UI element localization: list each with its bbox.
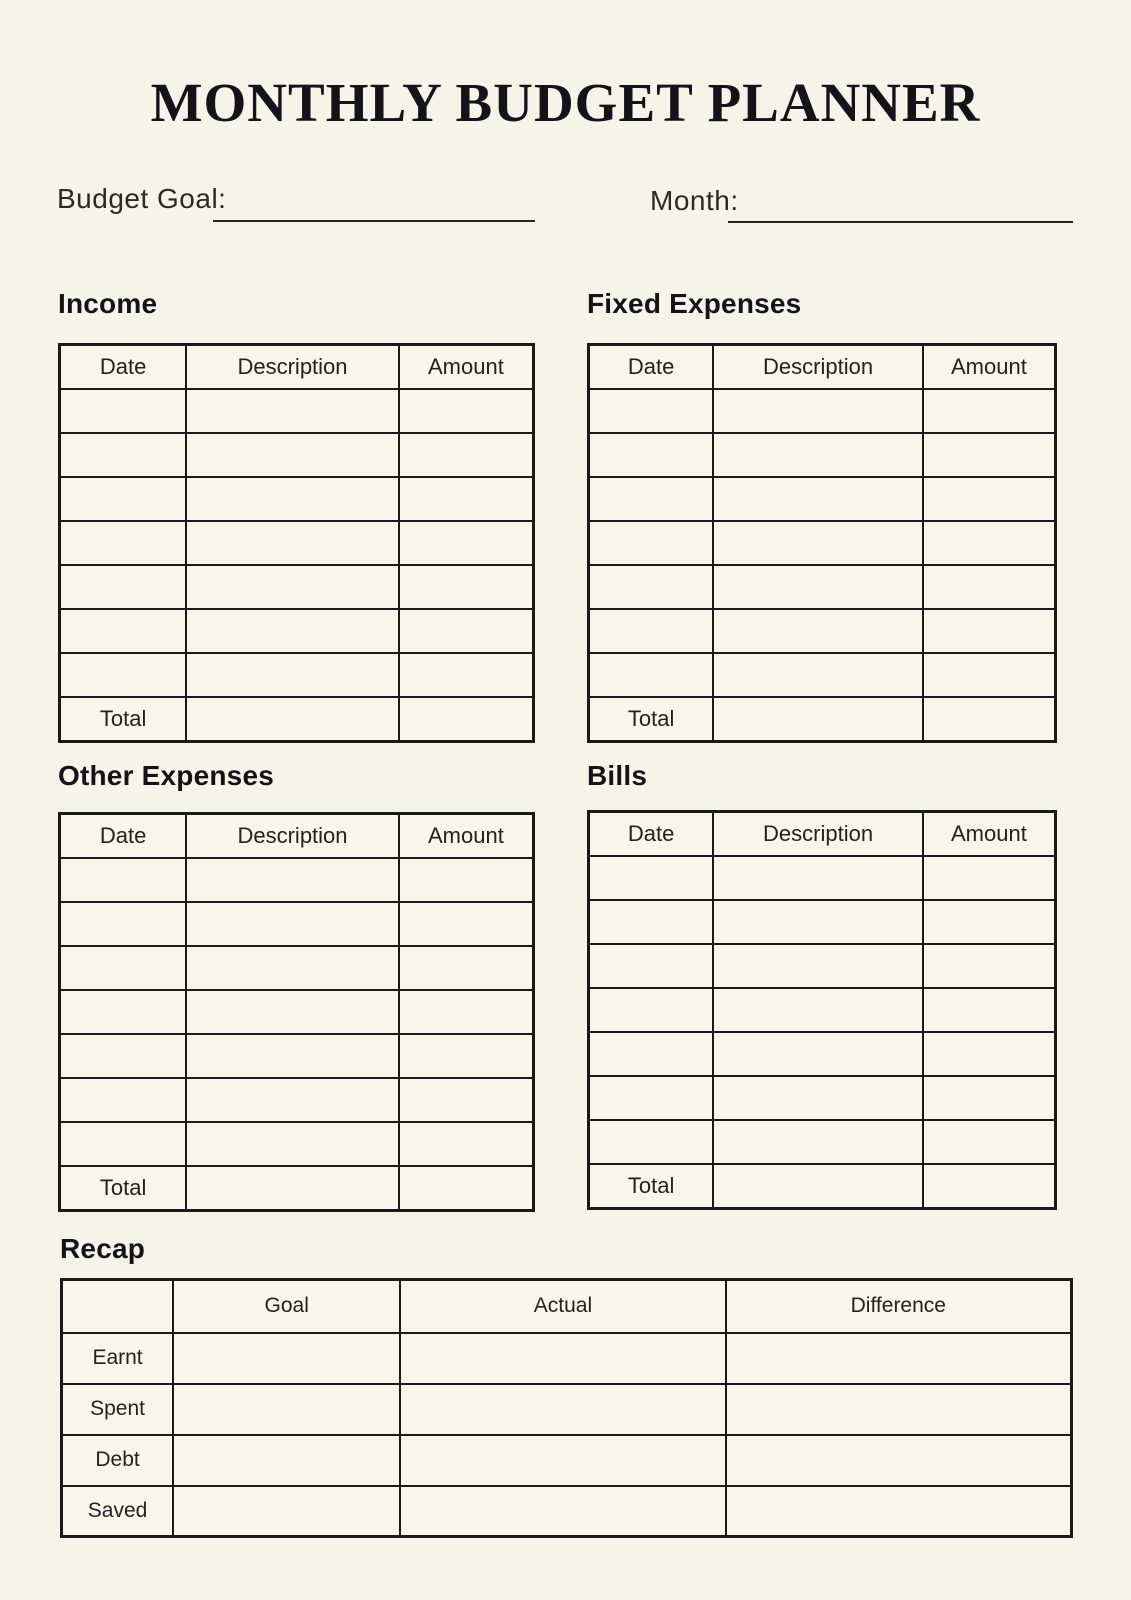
- entry-cell[interactable]: [186, 1034, 399, 1078]
- entry-cell[interactable]: [713, 389, 922, 433]
- entry-cell[interactable]: [400, 1486, 725, 1537]
- entry-cell[interactable]: [173, 1384, 400, 1435]
- entry-row: [589, 900, 1056, 944]
- entry-cell[interactable]: [399, 1034, 534, 1078]
- entry-cell[interactable]: [713, 477, 922, 521]
- column-header-description: Description: [186, 814, 399, 858]
- entry-cell[interactable]: [713, 1032, 922, 1076]
- entry-cell[interactable]: [186, 858, 399, 902]
- column-header-goal: Goal: [173, 1280, 400, 1333]
- budget-goal-label: Budget Goal:: [57, 183, 227, 214]
- entry-cell[interactable]: [713, 944, 922, 988]
- bills-table: [587, 810, 1057, 1210]
- header-row: [589, 345, 1056, 389]
- entry-cell[interactable]: [186, 433, 399, 477]
- total-row: [589, 697, 1056, 742]
- entry-row: [60, 1034, 534, 1078]
- entry-cell[interactable]: [589, 565, 714, 609]
- budget-goal-input-line[interactable]: [213, 220, 535, 222]
- entry-row: [589, 477, 1056, 521]
- entry-row: [589, 1120, 1056, 1164]
- total-value-cell[interactable]: [186, 697, 399, 742]
- entry-cell[interactable]: [726, 1384, 1072, 1435]
- entry-cell[interactable]: [399, 433, 534, 477]
- entry-cell[interactable]: [186, 902, 399, 946]
- recap-row-spent: [62, 1384, 1072, 1435]
- entry-row: [60, 477, 534, 521]
- entry-cell[interactable]: [713, 609, 922, 653]
- total-row: [60, 1166, 534, 1211]
- entry-cell[interactable]: [400, 1384, 725, 1435]
- entry-cell[interactable]: [589, 389, 714, 433]
- entry-row: [589, 521, 1056, 565]
- entry-cell[interactable]: [186, 609, 399, 653]
- entry-row: [60, 990, 534, 1034]
- entry-cell[interactable]: [589, 900, 714, 944]
- column-header-actual: Actual: [400, 1280, 725, 1333]
- entry-cell[interactable]: [923, 389, 1056, 433]
- entry-cell[interactable]: [713, 1076, 922, 1120]
- entry-row: [60, 1122, 534, 1166]
- entry-row: [589, 389, 1056, 433]
- entry-row: [60, 858, 534, 902]
- entry-row: [589, 1032, 1056, 1076]
- entry-row: [60, 565, 534, 609]
- entry-cell[interactable]: [173, 1333, 400, 1384]
- header-row: [589, 812, 1056, 856]
- recap-row-label: Earnt: [62, 1333, 174, 1384]
- total-label-cell: Total: [60, 1166, 187, 1211]
- entry-row: [60, 433, 534, 477]
- entry-cell[interactable]: [923, 1120, 1056, 1164]
- entry-cell[interactable]: [399, 1078, 534, 1122]
- entry-cell[interactable]: [399, 565, 534, 609]
- entry-cell[interactable]: [923, 477, 1056, 521]
- entry-cell[interactable]: [713, 988, 922, 1032]
- entry-cell[interactable]: [726, 1435, 1072, 1486]
- column-header-date: Date: [589, 812, 714, 856]
- column-header-difference: Difference: [726, 1280, 1072, 1333]
- section-heading-recap: Recap: [60, 1233, 146, 1264]
- entry-cell[interactable]: [399, 1122, 534, 1166]
- other-expenses-table: [58, 812, 535, 1212]
- entry-cell[interactable]: [399, 609, 534, 653]
- entry-cell[interactable]: [399, 653, 534, 697]
- section-heading-fixed-expenses: Fixed Expenses: [587, 288, 802, 319]
- entry-cell[interactable]: [923, 609, 1056, 653]
- entry-cell[interactable]: [589, 988, 714, 1032]
- header-row: [60, 814, 534, 858]
- section-heading-bills: Bills: [587, 760, 648, 791]
- column-header-description: Description: [713, 812, 922, 856]
- total-value-cell[interactable]: [713, 697, 922, 742]
- entry-cell[interactable]: [399, 521, 534, 565]
- entry-row: [60, 389, 534, 433]
- recap-row-label: Debt: [62, 1435, 174, 1486]
- total-row: [589, 1164, 1056, 1209]
- column-header-date: Date: [60, 345, 187, 389]
- total-value-cell[interactable]: [399, 697, 534, 742]
- entry-cell[interactable]: [713, 1120, 922, 1164]
- entry-cell[interactable]: [923, 521, 1056, 565]
- total-value-cell[interactable]: [399, 1166, 534, 1211]
- column-header-description: Description: [186, 345, 399, 389]
- entry-cell[interactable]: [713, 521, 922, 565]
- income-table: [58, 343, 535, 743]
- entry-row: [589, 1076, 1056, 1120]
- page-title: MONTHLY BUDGET PLANNER: [150, 72, 981, 133]
- fixed-expenses-table: [587, 343, 1057, 743]
- month-label: Month:: [650, 185, 739, 216]
- entry-cell[interactable]: [60, 609, 187, 653]
- entry-cell[interactable]: [589, 477, 714, 521]
- header-row: [60, 345, 534, 389]
- entry-cell[interactable]: [60, 858, 187, 902]
- column-header-amount: Amount: [923, 345, 1056, 389]
- entry-cell[interactable]: [589, 944, 714, 988]
- total-value-cell[interactable]: [923, 697, 1056, 742]
- entry-row: [60, 946, 534, 990]
- recap-row-label: Saved: [62, 1486, 174, 1537]
- column-header-description: Description: [713, 345, 922, 389]
- entry-cell[interactable]: [399, 858, 534, 902]
- total-label-cell: Total: [60, 697, 187, 742]
- recap-row-saved: [62, 1486, 1072, 1537]
- entry-row: [589, 856, 1056, 900]
- entry-row: [589, 988, 1056, 1032]
- entry-cell[interactable]: [726, 1333, 1072, 1384]
- entry-cell[interactable]: [186, 1078, 399, 1122]
- entry-cell[interactable]: [713, 653, 922, 697]
- entry-cell[interactable]: [173, 1486, 400, 1537]
- entry-cell[interactable]: [186, 521, 399, 565]
- entry-cell[interactable]: [60, 1034, 187, 1078]
- recap-row-earnt: [62, 1333, 1072, 1384]
- column-header-amount: Amount: [399, 814, 534, 858]
- recap-row-debt: [62, 1435, 1072, 1486]
- entry-cell[interactable]: [589, 521, 714, 565]
- entry-cell[interactable]: [186, 1122, 399, 1166]
- column-header-amount: Amount: [923, 812, 1056, 856]
- entry-cell[interactable]: [589, 433, 714, 477]
- entry-cell[interactable]: [713, 856, 922, 900]
- entry-cell[interactable]: [60, 1122, 187, 1166]
- entry-row: [60, 1078, 534, 1122]
- column-header-amount: Amount: [399, 345, 534, 389]
- entry-row: [589, 653, 1056, 697]
- section-heading-income: Income: [58, 288, 158, 319]
- entry-cell[interactable]: [399, 902, 534, 946]
- entry-cell[interactable]: [60, 565, 187, 609]
- column-header-date: Date: [60, 814, 187, 858]
- entry-cell[interactable]: [923, 1076, 1056, 1120]
- entry-cell[interactable]: [400, 1333, 725, 1384]
- entry-row: [589, 944, 1056, 988]
- entry-cell[interactable]: [923, 653, 1056, 697]
- month-input-line[interactable]: [728, 221, 1073, 223]
- entry-cell[interactable]: [589, 653, 714, 697]
- entry-cell[interactable]: [400, 1435, 725, 1486]
- section-heading-other-expenses: Other Expenses: [58, 760, 274, 791]
- entry-row: [589, 565, 1056, 609]
- recap-table: [60, 1278, 1073, 1538]
- entry-cell[interactable]: [589, 609, 714, 653]
- entry-cell[interactable]: [60, 653, 187, 697]
- entry-cell[interactable]: [186, 990, 399, 1034]
- entry-cell[interactable]: [923, 944, 1056, 988]
- entry-row: [60, 653, 534, 697]
- column-header-date: Date: [589, 345, 714, 389]
- entry-cell[interactable]: [186, 565, 399, 609]
- total-label-cell: Total: [589, 697, 714, 742]
- entry-cell[interactable]: [923, 988, 1056, 1032]
- corner-cell: [62, 1280, 174, 1333]
- entry-cell[interactable]: [60, 1078, 187, 1122]
- entry-cell[interactable]: [589, 1076, 714, 1120]
- entry-cell[interactable]: [173, 1435, 400, 1486]
- entry-cell[interactable]: [399, 990, 534, 1034]
- total-row: [60, 697, 534, 742]
- entry-row: [589, 433, 1056, 477]
- entry-cell[interactable]: [923, 900, 1056, 944]
- entry-cell[interactable]: [923, 1032, 1056, 1076]
- entry-cell[interactable]: [60, 433, 187, 477]
- entry-cell[interactable]: [399, 946, 534, 990]
- entry-row: [60, 609, 534, 653]
- entry-cell[interactable]: [186, 477, 399, 521]
- entry-cell[interactable]: [60, 946, 187, 990]
- entry-cell[interactable]: [726, 1486, 1072, 1537]
- entry-row: [589, 609, 1056, 653]
- entry-cell[interactable]: [923, 856, 1056, 900]
- entry-cell[interactable]: [399, 389, 534, 433]
- entry-cell[interactable]: [60, 902, 187, 946]
- entry-cell[interactable]: [186, 653, 399, 697]
- entry-cell[interactable]: [60, 990, 187, 1034]
- recap-row-label: Spent: [62, 1384, 174, 1435]
- entry-row: [60, 521, 534, 565]
- entry-cell[interactable]: [923, 433, 1056, 477]
- total-value-cell[interactable]: [186, 1166, 399, 1211]
- entry-cell[interactable]: [589, 856, 714, 900]
- total-label-cell: Total: [589, 1164, 714, 1209]
- entry-row: [60, 902, 534, 946]
- entry-cell[interactable]: [589, 1120, 714, 1164]
- entry-cell[interactable]: [713, 433, 922, 477]
- entry-cell[interactable]: [923, 565, 1056, 609]
- entry-cell[interactable]: [713, 565, 922, 609]
- entry-cell[interactable]: [713, 900, 922, 944]
- entry-cell[interactable]: [399, 477, 534, 521]
- entry-cell[interactable]: [60, 389, 187, 433]
- header-row: [62, 1280, 1072, 1333]
- entry-cell[interactable]: [186, 389, 399, 433]
- entry-cell[interactable]: [60, 521, 187, 565]
- total-value-cell[interactable]: [713, 1164, 922, 1209]
- entry-cell[interactable]: [186, 946, 399, 990]
- total-value-cell[interactable]: [923, 1164, 1056, 1209]
- entry-cell[interactable]: [589, 1032, 714, 1076]
- entry-cell[interactable]: [60, 477, 187, 521]
